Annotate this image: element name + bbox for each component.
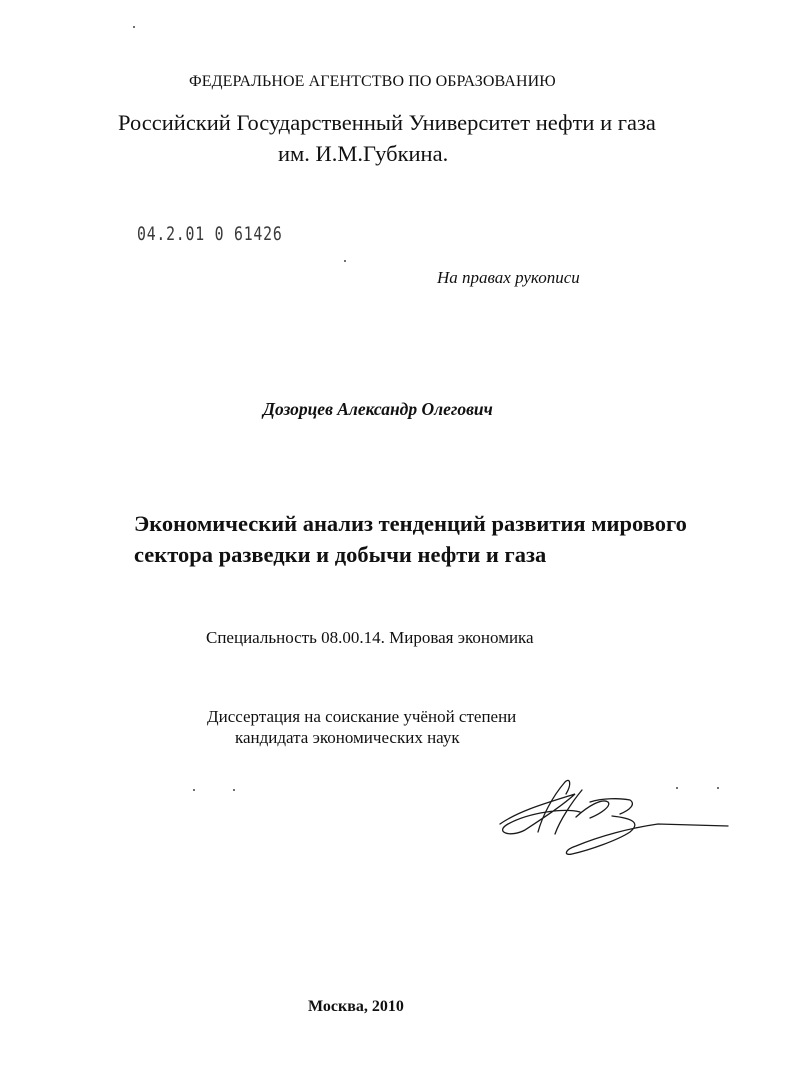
manuscript-rights-note: На правах рукописи — [437, 268, 580, 287]
specialty-line: Специальность 08.00.14. Мировая экономика — [206, 628, 534, 647]
university-name: Российский Государственный Университет нефти и газа — [118, 110, 656, 135]
library-stamp-number: 04.2.01 0 61426 — [137, 223, 283, 245]
university-named-after: им. И.М.Губкина. — [278, 141, 449, 166]
author-name: Дозорцев Александр Олегович — [263, 399, 493, 419]
city-year: Москва, 2010 — [308, 998, 404, 1015]
agency-name: ФЕДЕРАЛЬНОЕ АГЕНТСТВО ПО ОБРАЗОВАНИЮ — [189, 73, 556, 90]
dissertation-title-line2: сектора разведки и добычи нефти и газа — [134, 542, 547, 567]
degree-line1: Диссертация на соискание учёной степени — [207, 707, 517, 726]
dissertation-title-line1: Экономический анализ тенденций развития мирового — [134, 511, 687, 536]
signature-icon — [480, 772, 740, 862]
degree-line2: кандидата экономических наук — [235, 728, 460, 747]
